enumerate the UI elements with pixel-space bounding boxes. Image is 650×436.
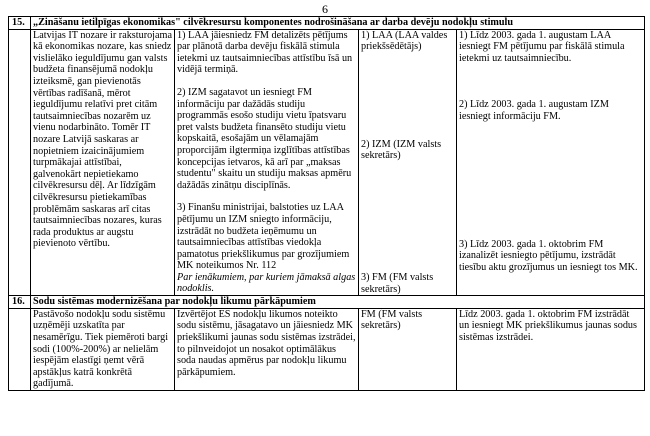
action-3-note: Par ienākumiem, par kuriem jāmaksā algas nodoklis.	[177, 271, 356, 295]
action-plan-table	[8, 16, 645, 391]
responsible-1: 1) LAA (LAA valdes priekšsēdētājs)	[361, 29, 448, 53]
section-title: „Zināšanu ietilpīgas ekonomikas" cilvēkresursu komponentes nodrošināšana ar darba devēju nodokļu stimulu	[31, 17, 645, 30]
section-number: 15.	[9, 17, 31, 30]
section-title: Sodu sistēmas modernizēšana par nodokļu likumu pārkāpumiem	[31, 296, 645, 309]
action-2: 2) IZM sagatavot un iesniegt FM informāciju par dažādās studiju programmās esošo studiju vietu īpatsvaru pret valsts budžeta finansēto studiju vietu kopskaitā, esošajām un vēlamajām proporcijām ilgtermiņa izglītības attīstības koncepcijas ietvaros, kā arī par „maksas studentu" skaitu un studiju maksas apmēru dažādās zinātņu disciplīnās.	[177, 86, 352, 191]
actions-cell	[175, 29, 359, 296]
section-number: 16.	[9, 296, 31, 309]
page-number: 6	[322, 2, 328, 16]
problem-text: Latvijas IT nozare ir raksturojama kā ekonomikas nozare, kas sniedz vislielāko ieguldījumu gan valsts budžeta finansējumā nodokļu izteiksmē, gan pievienotās vērtības radīšanā, mērot ieguldījumu relatīvi pret citām tautsaimniecības nozarēm uz vienu nodarbināto. Tomēr IT nozare Latvijā saskaras ar nopietniem izaicinājumiem turpmākajai attīstībai, galvenokārt nepietiekamo cilvēkresursu dēļ. Ar līdzīgām cilvēkresursu pietiekamības problēmām saskaras arī citas tautsaimniecības nozares, kuras rada produktus ar augstu pievienoto vērtību.	[33, 29, 172, 250]
deadline-1: 1) Līdz 2003. gada 1. augustam LAA iesniegt FM pētījumu par fiskālā stimula ietekmi uz tautsaimniecību.	[459, 29, 625, 64]
section-content-row	[9, 29, 645, 296]
section-header-row	[9, 296, 645, 309]
action-3: 3) Finanšu ministrijai, balstoties uz LAA pētījumu un IZM sniegto informāciju, izstrādāt no budžeta ieņēmumu un tautsaimniecības attīstības viedokļa pamatotus priekšlikumus par grozījumiem MK noteikumos Nr. 112	[177, 202, 350, 272]
action-1: 1) LAA jāiesniedz FM detalizēts pētījums par plānotā darba devēju fiskālā stimula ietekmi uz tautsaimniecības attīstību īsā un vidējā termiņā.	[177, 29, 353, 76]
deadline-cell	[457, 308, 645, 390]
empty-cell	[9, 308, 31, 390]
responsible-text: FM (FM valsts sekretārs)	[361, 308, 423, 332]
deadline-text: Līdz 2003. gada 1. oktobrim FM izstrādāt un iesniegt MK priekšlikumus jaunas sodus sistēmas izstrādei.	[459, 308, 637, 343]
responsible-cell	[359, 29, 457, 296]
action-cell	[175, 308, 359, 390]
empty-cell	[9, 29, 31, 296]
action-text: Izvērtējot ES nodokļu likumos noteikto sodu sistēmu, jāsagatavo un jāiesniedz MK priekšlikumi jaunas sodu sistēmas izstrādei, to pilnveidojot un nosakot optimālākus soda naudas apmērus par nodokļu likumu pārkāpumiem.	[177, 308, 356, 378]
problem-cell	[31, 308, 175, 390]
problem-cell	[31, 29, 175, 296]
section-content-row	[9, 308, 645, 390]
section-header-row	[9, 17, 645, 30]
deadline-2: 2) Līdz 2003. gada 1. augustam IZM iesniegt informāciju FM.	[459, 99, 609, 122]
problem-text: Pastāvošo nodokļu sodu sistēmu uzņēmēji uzskatīta par nesamērīgu. Tiek piemēroti bargi sodi (100%-200%) ar nelielām iespējām elastīgi ņemt vērā apstākļus katrā konkrētā gadījumā.	[33, 308, 169, 390]
responsible-3: 3) FM (FM valsts sekretārs)	[361, 271, 434, 295]
deadline-3: 3) Līdz 2003. gada 1. oktobrim FM izanalizēt iesniegto pētījumu, izstrādāt tiesību aktu grozījumus un iesniegt tos MK.	[459, 238, 638, 273]
deadlines-cell	[457, 29, 645, 296]
responsible-2: 2) IZM (IZM valsts sekretārs)	[361, 138, 442, 162]
responsible-cell	[359, 308, 457, 390]
